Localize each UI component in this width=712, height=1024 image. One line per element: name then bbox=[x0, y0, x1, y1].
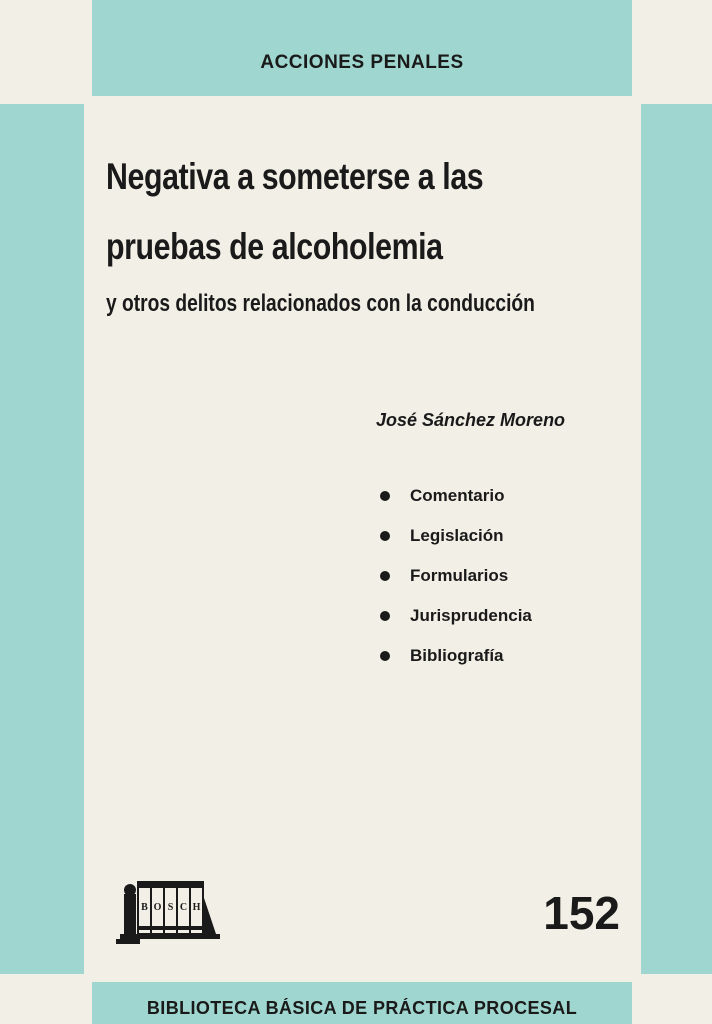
contents-item: Bibliografía bbox=[380, 636, 532, 676]
svg-text:S: S bbox=[167, 902, 174, 913]
svg-text:C: C bbox=[179, 902, 188, 913]
bullet-icon bbox=[380, 611, 390, 621]
right-teal-band bbox=[641, 104, 712, 974]
contents-list bbox=[380, 476, 532, 676]
svg-text:H: H bbox=[192, 902, 201, 913]
svg-text:B: B bbox=[141, 902, 148, 913]
top-teal-band bbox=[92, 0, 632, 96]
volume-number: 152 bbox=[543, 887, 620, 939]
contents-item: Jurisprudencia bbox=[380, 596, 532, 636]
series-label: ACCIONES PENALES bbox=[260, 52, 464, 73]
title-line-2: pruebas de alcoholemia bbox=[106, 226, 443, 267]
collection-name: BIBLIOTECA BÁSICA DE PRÁCTICA PROCESAL bbox=[146, 998, 578, 1018]
contents-item: Legislación bbox=[380, 516, 532, 556]
bullet-icon bbox=[380, 531, 390, 541]
bullet-icon bbox=[380, 491, 390, 501]
left-teal-band bbox=[0, 104, 84, 974]
book-title bbox=[106, 142, 532, 282]
contents-item: Comentario bbox=[380, 476, 532, 516]
publisher-books-logo-icon bbox=[116, 868, 226, 948]
title-line-1: Negativa a someterse a las bbox=[106, 156, 484, 197]
bullet-icon bbox=[380, 571, 390, 581]
bullet-icon bbox=[380, 651, 390, 661]
contents-item: Formularios bbox=[380, 556, 532, 596]
author-name: José Sánchez Moreno bbox=[376, 410, 566, 430]
book-subtitle: y otros delitos relacionados con la conducción bbox=[106, 290, 535, 317]
svg-text:O: O bbox=[153, 902, 162, 913]
